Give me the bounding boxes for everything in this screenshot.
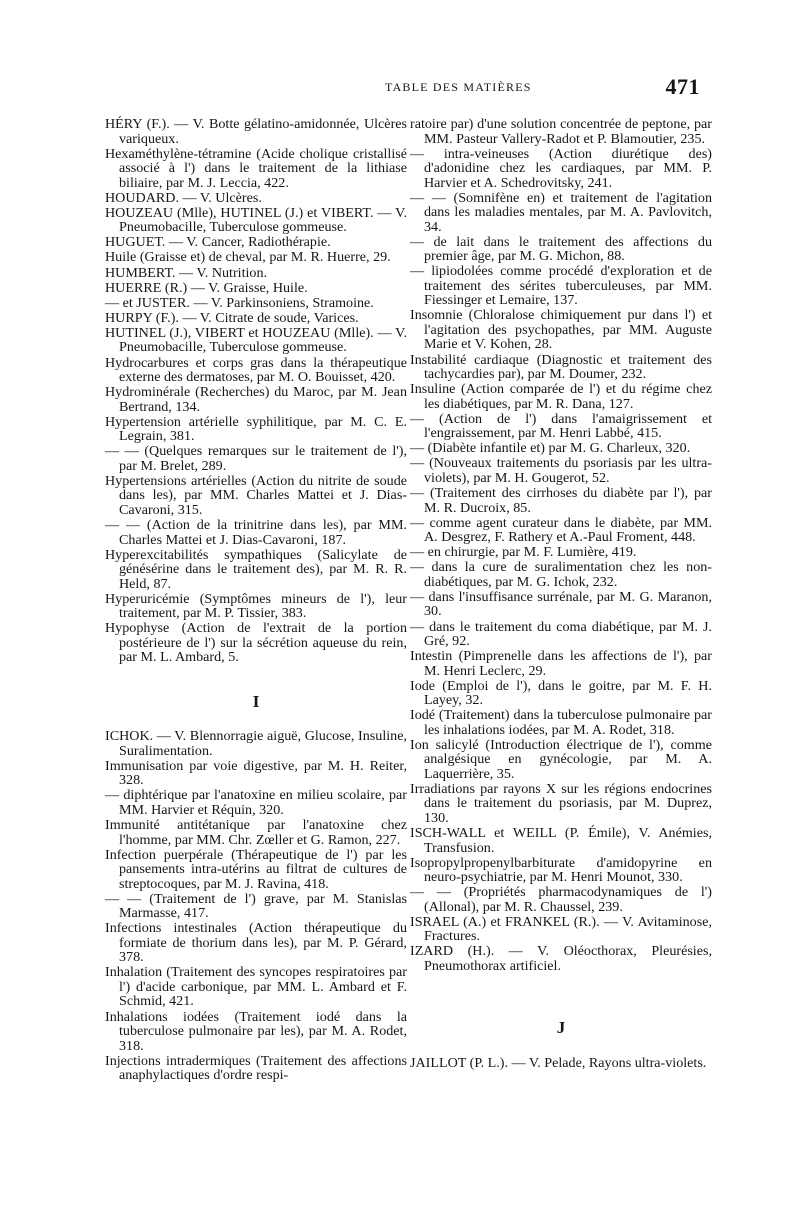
index-entry: HUGUET. — V. Cancer, Radiothérapie.: [105, 234, 331, 251]
index-entry: HURPY (F.). — V. Citrate de soude, Varices.: [105, 309, 359, 326]
section-letter-j: J: [556, 1018, 566, 1038]
index-entry: ICHOK. — V. Blennorragie aiguë, Glucose, Insuline, Suralimentation.: [105, 728, 407, 759]
index-entry: Isopropylpropenylbarbiturate d'amidopyrine en neuro-psychiatrie, par M. Henri Mounot, 330.: [410, 854, 712, 886]
index-entry: Hexaméthylène-tétramine (Acide cholique cristallisé associé à l') dans le traitement de la lithiase biliaire, par M. J. Leccia, 422.: [105, 145, 407, 191]
index-entry: Huile (Graisse et) de cheval, par M. R. Huerre, 29.: [105, 249, 391, 266]
index-entry: — diphtérique par l'anatoxine en milieu scolaire, par MM. Harvier et Réquin, 320.: [105, 787, 407, 818]
index-entry: Infections intestinales (Action thérapeutique du formiate de thorium dans les), par M. P. Gérard, 378.: [105, 920, 407, 966]
index-entry: — (Nouveaux traitements du psoriasis par les ultra-violets), par M. H. Gougerot, 52.: [410, 455, 712, 486]
index-entry: ratoire par) d'une solution concentrée de peptone, par MM. Pasteur Vallery-Radot et P. Blamoutier, 235.: [410, 116, 712, 147]
index-entry: — et JUSTER. — V. Parkinsoniens, Stramoine.: [105, 294, 374, 311]
index-entry: — — (Propriétés pharmacodynamiques de l') (Allonal), par M. R. Chaussel, 239.: [410, 884, 712, 915]
index-entry: Immunité antitétanique par l'anatoxine chez l'homme, par MM. Chr. Zœller et G. Ramon, 227.: [105, 817, 407, 848]
index-entry: — — (Quelques remarques sur le traitement de l'), par M. Brelet, 289.: [105, 443, 407, 474]
index-entries-i-continued: [410, 117, 712, 973]
index-entry: — dans la cure de suralimentation chez les non-diabétiques, par M. G. Ichok, 232.: [410, 559, 712, 590]
index-entries-h: [105, 117, 407, 665]
index-entry: Hydrominérale (Recherches) du Maroc, par M. Jean Bertrand, 134.: [105, 384, 407, 415]
index-entry: HÉRY (F.). — V. Botte gélatino-amidonnée, Ulcères variqueux.: [105, 116, 407, 147]
index-entry: Hypertensions artérielles (Action du nitrite de soude dans les), par MM. Charles Mattei et J. Dias-Cavaroni, 315.: [105, 472, 407, 518]
index-entry: — intra-veineuses (Action diurétique des) d'adonidine chez les cardiaques, par MM. P. Harvier et A. Schedrovitsky, 241.: [410, 145, 712, 191]
index-entry: HUTINEL (J.), VIBERT et HOUZEAU (Mlle). — V. Pneumobacille, Tuberculose gommeuse.: [105, 324, 407, 356]
index-entry: Intestin (Pimprenelle dans les affections de l'), par M. Henri Leclerc, 29.: [410, 648, 712, 679]
index-entry: Hyperuricémie (Symptômes mineurs de l'), leur traitement, par M. P. Tissier, 383.: [105, 590, 407, 622]
index-entry: Hypertension artérielle syphilitique, par M. C. E. Legrain, 381.: [105, 413, 407, 445]
index-entry: HOUZEAU (Mlle), HUTINEL (J.) et VIBERT. — V. Pneumobacille, Tuberculose gommeuse.: [105, 204, 407, 236]
index-entry: Inhalation (Traitement des syncopes respiratoires par l') d'acide carbonique, par MM. L. Ambard et F. Schmid, 421.: [105, 964, 407, 1010]
index-entry: Iode (Emploi de l'), dans le goitre, par M. F. H. Layey, 32.: [410, 677, 712, 709]
right-column: [410, 117, 712, 1071]
index-entry: — (Diabète infantile et) par M. G. Charleux, 320.: [410, 440, 691, 457]
index-entry: — de lait dans le traitement des affections du premier âge, par M. G. Michon, 88.: [410, 233, 712, 265]
index-entry: Ion salicylé (Introduction électrique de l'), comme analgésique en gynécologie, par M. A. Laquerrière, 35.: [410, 736, 712, 782]
running-title: TABLE DES MATIÈRES: [385, 80, 532, 94]
index-entry: — comme agent curateur dans le diabète, par MM. A. Desgrez, F. Rathery et A.-Paul Froment, 448.: [410, 514, 712, 546]
index-entry: Infection puerpérale (Thérapeutique de l') par les pansements intra-utérins au filtrat de cultures de streptocoques, par M. J. Ravina, 418.: [105, 846, 407, 892]
index-entry: Inhalations iodées (Traitement iodé dans la tuberculose pulmonaire par les), par M. A. Rodet, 318.: [105, 1008, 407, 1054]
index-entry: ISCH-WALL et WEILL (P. Émile), V. Anémies, Transfusion.: [410, 825, 712, 856]
left-column: [105, 117, 407, 1083]
index-entry: — en chirurgie, par M. F. Lumière, 419.: [410, 544, 637, 561]
index-entry: HOUDARD. — V. Ulcères.: [105, 189, 262, 206]
index-entry: Insomnie (Chloralose chimiquement pur dans l') et l'agitation des psychopathes, par MM. Auguste Marie et V. Kohen, 28.: [410, 307, 712, 353]
index-entry: Injections intradermiques (Traitement des affections anaphylactiques d'ordre respi-: [105, 1052, 407, 1084]
index-entry: Insuline (Action comparée de l') et du régime chez les diabétiques, par M. R. Dana, 127.: [410, 381, 712, 412]
index-entry: — — (Traitement de l') grave, par M. Stanislas Marmasse, 417.: [105, 890, 407, 922]
index-entry: Hypophyse (Action de l'extrait de la portion postérieure de l') sur la sécrétion aqueuse du rein, par M. L. Ambard, 5.: [105, 620, 407, 666]
index-entry: Hyperexcitabilités sympathiques (Salicylate de génésérine dans le traitement des), par M. R. R. Held, 87.: [105, 546, 407, 592]
index-entries-i: [105, 729, 407, 1082]
index-entries-j: [410, 1056, 712, 1071]
index-entry: — (Action de l') dans l'amaigrissement et l'engraissement, par M. Henri Labbé, 415.: [410, 410, 712, 442]
index-entry: — (Traitement des cirrhoses du diabète par l'), par M. R. Ducroix, 85.: [410, 485, 712, 516]
index-entry: Iodé (Traitement) dans la tuberculose pulmonaire par les inhalations iodées, par M. A. Rodet, 318.: [410, 707, 712, 738]
index-entry: IZARD (H.). — V. Oléocthorax, Pleurésies, Pneumothorax artificiel.: [410, 943, 712, 974]
index-entry: — lipiodolées comme procédé d'exploration et de traitement des sérites tuberculeuses, par MM. Fiessinger et Lemaire, 137.: [410, 263, 712, 309]
index-entry: ISRAEL (A.) et FRANKEL (R.). — V. Avitaminose, Fractures.: [410, 913, 712, 945]
index-entry: — — (Somnifène en) et traitement de l'agitation dans les maladies mentales, par M. A. Pavlovitch, 34.: [410, 189, 712, 235]
index-entry: — dans le traitement du coma diabétique, par M. J. Gré, 92.: [410, 618, 712, 649]
index-entry: JAILLOT (P. L.). — V. Pelade, Rayons ultra-violets.: [410, 1054, 707, 1071]
index-entry: Irradiations par rayons X sur les régions endocrines dans le traitement du psoriasis, par M. Duprez, 130.: [410, 780, 712, 826]
index-entry: Hydrocarbures et corps gras dans la thérapeutique externe des dermatoses, par M. O. Bouisset, 420.: [105, 354, 407, 386]
index-entry: HUMBERT. — V. Nutrition.: [105, 264, 268, 281]
section-letter-i: I: [252, 691, 260, 711]
index-entry: — dans l'insuffisance surrénale, par M. G. Maranon, 30.: [410, 588, 712, 620]
page-header: [60, 74, 700, 104]
index-entry: Instabilité cardiaque (Diagnostic et traitement des tachycardies par), par M. Doumer, 232.: [410, 351, 712, 383]
index-entry: Immunisation par voie digestive, par M. H. Reiter, 328.: [105, 757, 407, 789]
page-number: 471: [665, 74, 700, 99]
index-entry: — — (Action de la trinitrine dans les), par MM. Charles Mattei et J. Dias-Cavaroni, 187.: [105, 517, 407, 548]
index-entry: HUERRE (R.) — V. Graisse, Huile.: [105, 279, 308, 296]
